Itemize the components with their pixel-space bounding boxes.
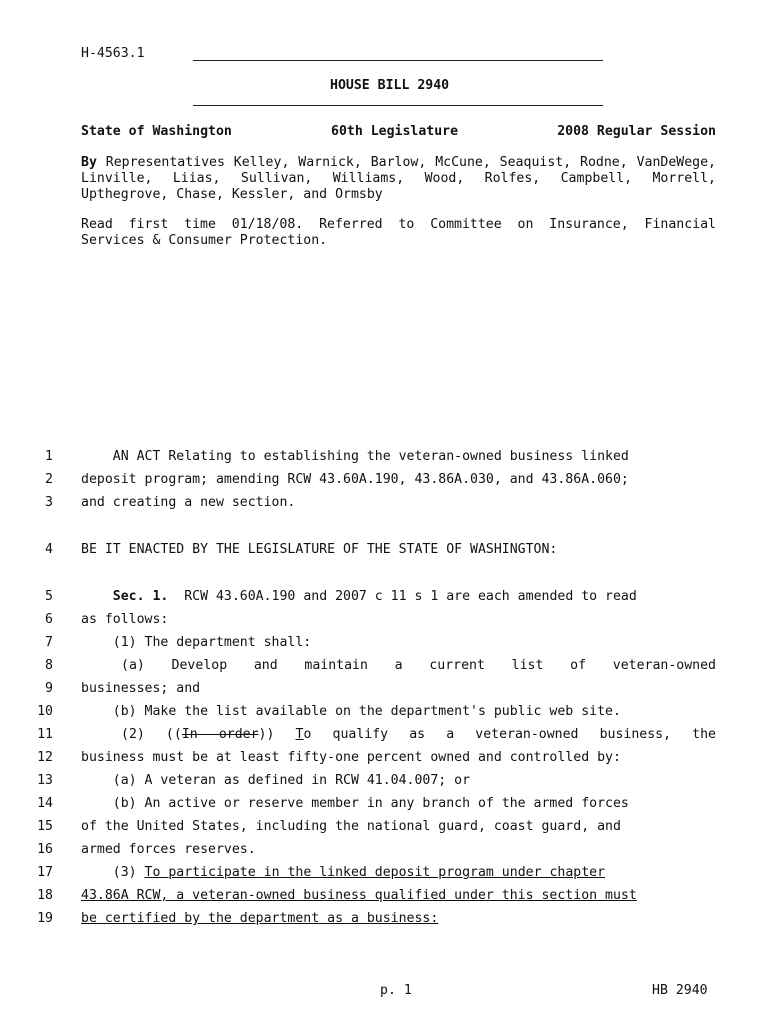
line-text: deposit program; amending RCW 43.60A.190, 43.86A.030, and 43.86A.060; [81,472,629,487]
body-line [0,911,770,934]
line-number: 13 [37,773,53,788]
body-line [0,704,770,727]
line-text: (a) Develop and maintain a current list of veteran-owned [121,658,716,673]
title-rule-bottom [193,105,603,106]
section-text: RCW 43.60A.190 and 2007 c 11 s 1 are each amended to read [168,589,637,604]
line-text: BE IT ENACTED BY THE LEGISLATURE OF THE STATE OF WASHINGTON: [81,542,558,557]
inserted-text: be certified by the department as a business: [81,911,439,926]
body-line [0,773,770,796]
line-number: 15 [37,819,53,834]
line-number: 16 [37,842,53,857]
line-text: of the United States, including the national guard, coast guard, and [81,819,621,834]
struck-text: In order [181,727,259,742]
line-number: 11 [37,727,53,742]
line-number: 9 [45,681,53,696]
inserted-text: To participate in the linked deposit program under chapter [144,865,606,880]
line-number: 6 [45,612,53,627]
state-name: State of Washington [81,124,232,139]
line-text: armed forces reserves. [81,842,256,857]
body-line [0,819,770,842]
clause-prefix: (2) (( [121,727,182,742]
body-line [0,796,770,819]
body-line [0,888,770,911]
body-line [0,865,770,888]
body-line [0,589,770,612]
line-text: AN ACT Relating to establishing the veteran-owned business linked [81,449,629,464]
body-line [0,472,770,495]
line-number: 4 [45,542,53,557]
clause-bracket: )) [258,727,296,742]
sponsors-list: Representatives Kelley, Warnick, Barlow, McCune, Seaquist, Rodne, VanDeWege, Linville, Liias, Sullivan, Williams, Wood, Rolfes, Campbell, Morrell, Upthegrove, Chase, Kessler, and Ormsby [81,155,716,202]
title-rule-top [193,60,603,61]
bill-draft-id: H-4563.1 [81,46,145,61]
clause-prefix: (3) [112,865,145,880]
line-number: 18 [37,888,53,903]
line-text: (b) Make the list available on the department's public web site. [81,704,621,719]
inserted-text: 43.86A RCW, a veteran-owned business qualified under this section must [81,888,637,903]
session-name: 2008 Regular Session [557,124,716,139]
bill-title: HOUSE BILL 2940 [330,78,450,93]
line-text: (b) An active or reserve member in any branch of the armed forces [81,796,629,811]
line-text: businesses; and [81,681,201,696]
line-number: 3 [45,495,53,510]
session-info [81,124,716,139]
inserted-text: T [295,727,304,742]
sponsors-by-label: By [81,155,97,170]
body-line [0,658,770,681]
legislature-number: 60th Legislature [331,124,459,139]
section-label: Sec. 1. [112,589,169,604]
line-text: (1) The department shall: [81,635,312,650]
line-number: 5 [45,589,53,604]
line-number: 10 [37,704,53,719]
line-text [121,727,716,742]
line-number: 7 [45,635,53,650]
line-text [81,589,716,604]
line-text [81,865,716,880]
line-number: 17 [37,865,53,880]
line-text: business must be at least fifty-one percent owned and controlled by: [81,750,621,765]
footer-bill-number: HB 2940 [652,983,708,998]
line-number: 2 [45,472,53,487]
clause-text: o qualify as a veteran-owned business, the [303,727,716,742]
body-line [0,449,770,472]
line-number: 1 [45,449,53,464]
body-line [0,842,770,865]
line-text: (a) A veteran as defined in RCW 41.04.007; or [81,773,471,788]
line-number: 8 [45,658,53,673]
body-line [0,495,770,518]
line-text: as follows: [81,612,169,627]
body-line [0,612,770,635]
body-line [0,727,770,750]
sponsors-paragraph [81,155,716,203]
body-line [0,542,770,565]
body-line [0,681,770,704]
line-text: and creating a new section. [81,495,296,510]
line-number: 14 [37,796,53,811]
line-number: 19 [37,911,53,926]
line-number: 12 [37,750,53,765]
first-reading-note: Read first time 01/18/08. Referred to Committee on Insurance, Financial Services & Consumer Protection. [81,217,716,248]
body-line [0,750,770,773]
body-line [0,635,770,658]
page-number: p. 1 [380,983,412,998]
